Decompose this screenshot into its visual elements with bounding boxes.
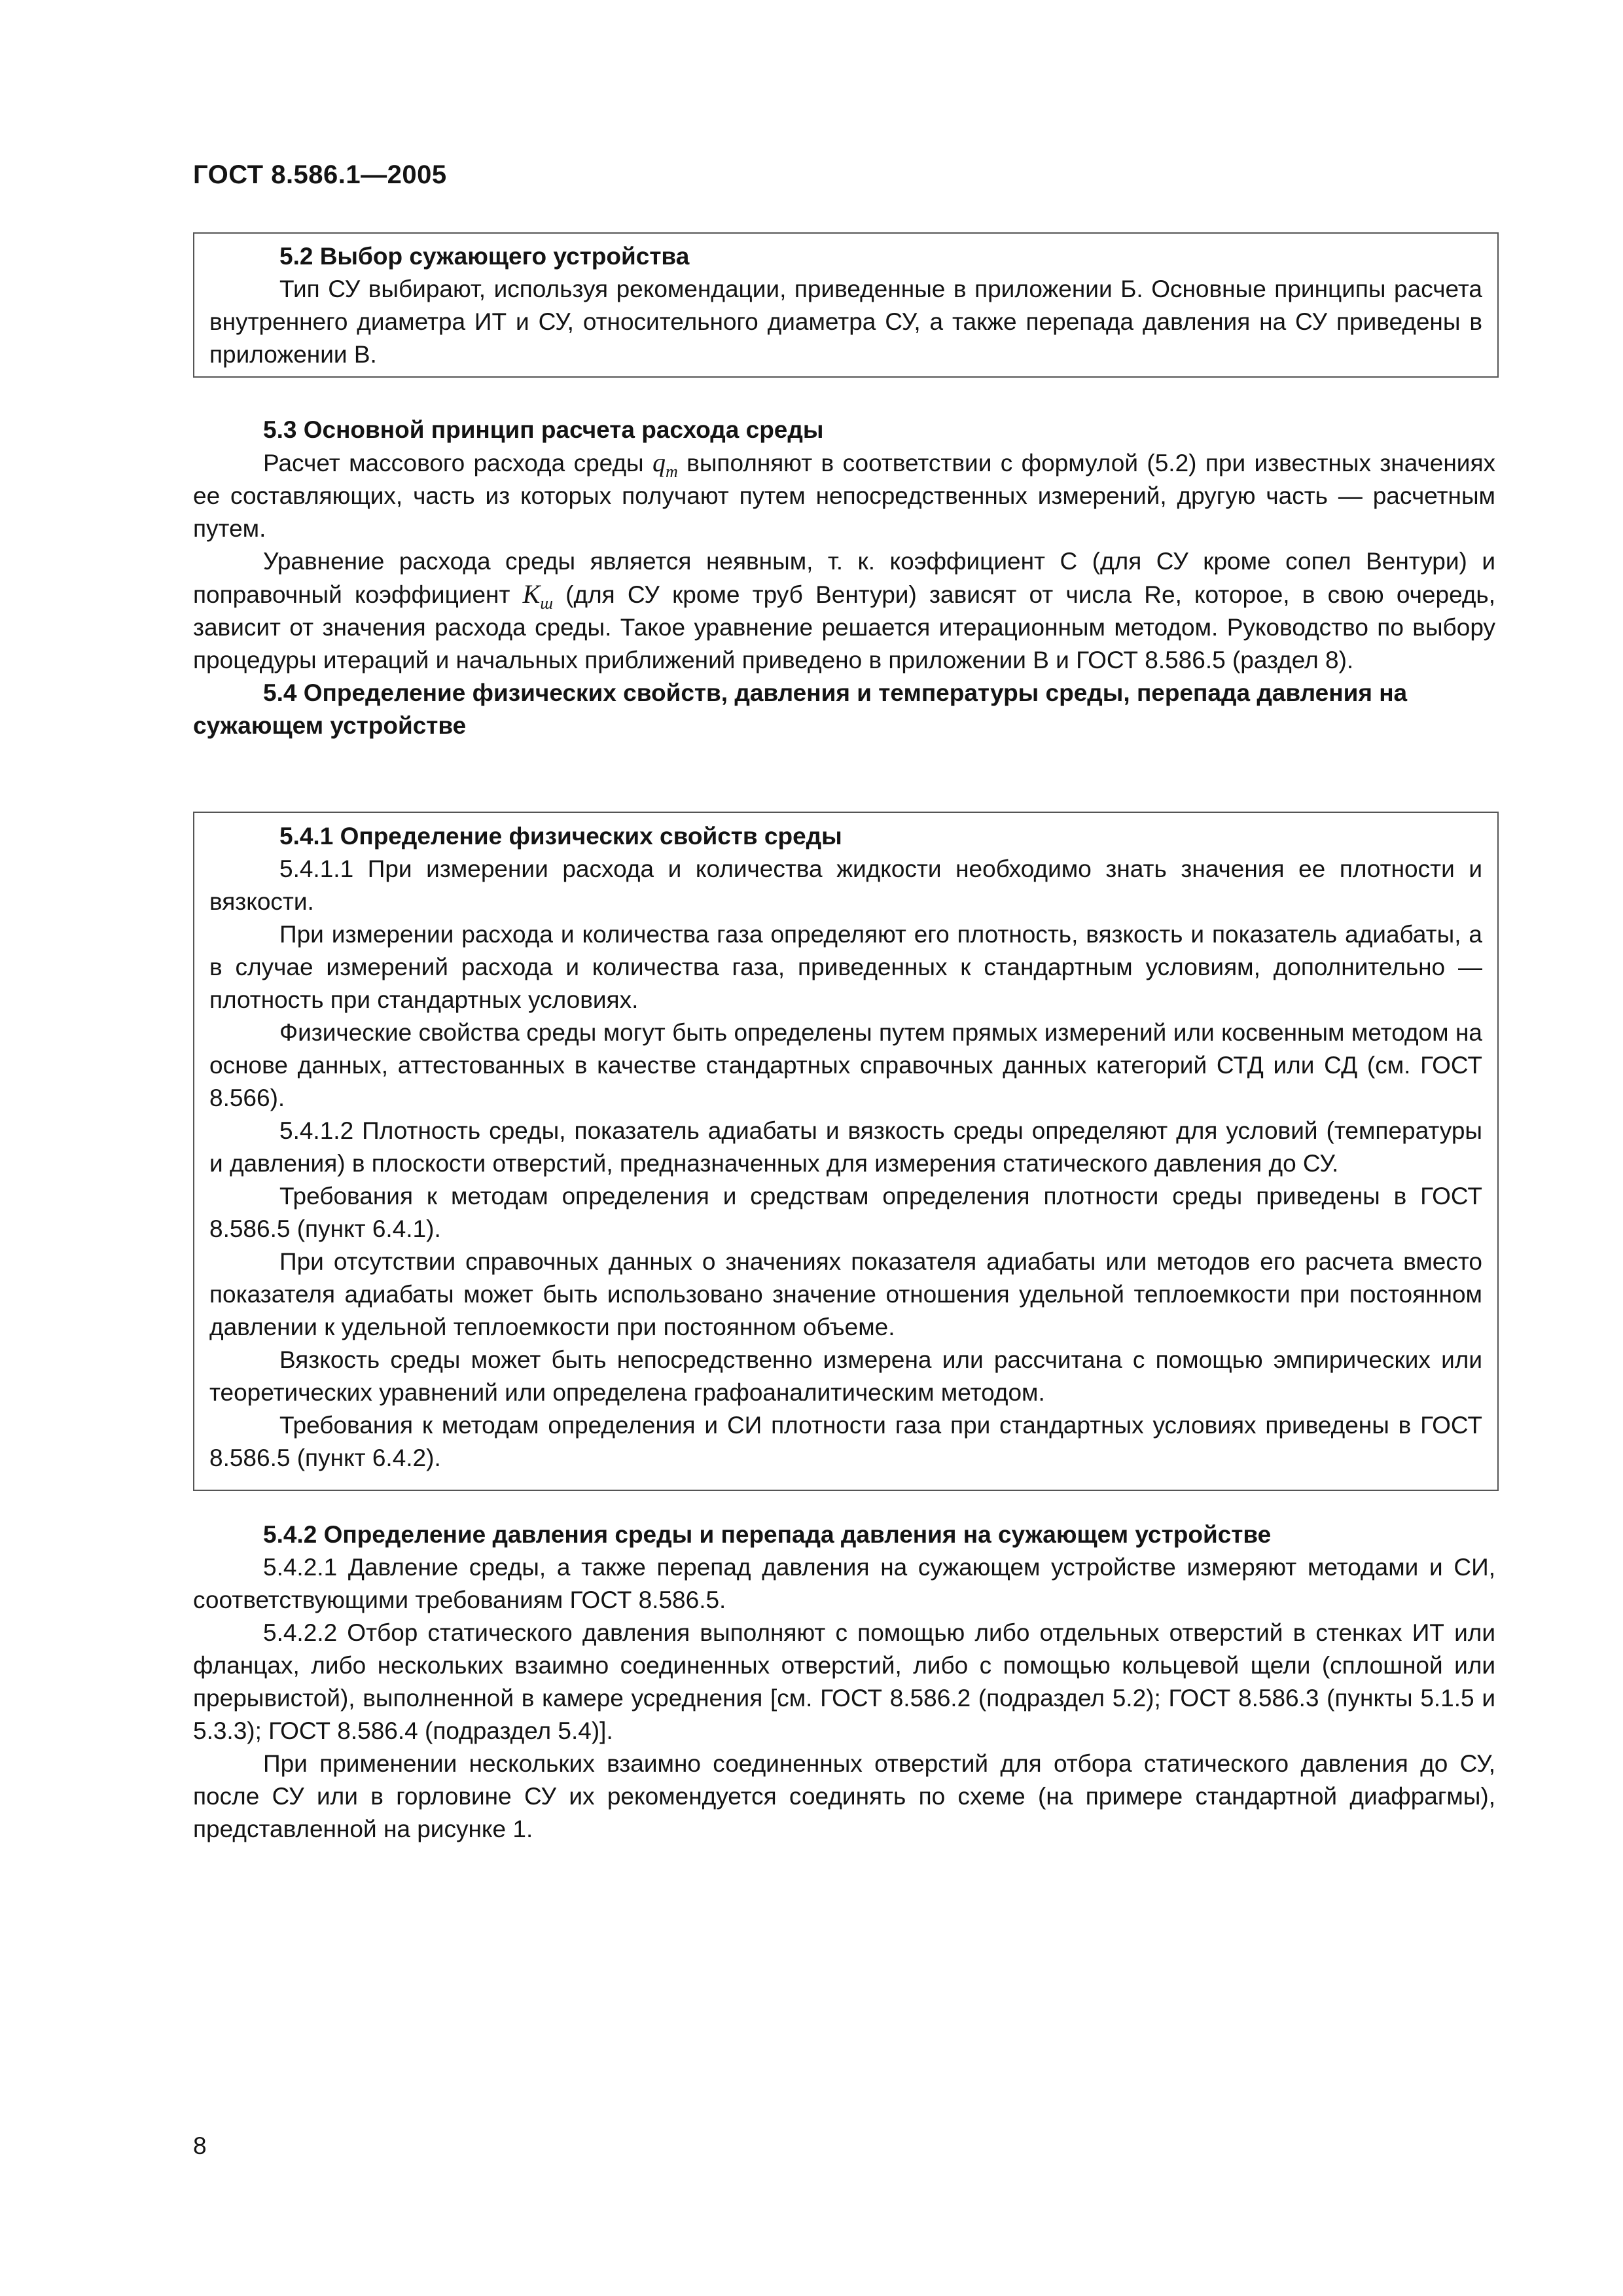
section-heading-5-3: 5.3 Основной принцип расчета расхода среды [263,416,824,443]
section-heading-5-4-2: 5.4.2 Определение давления среды и перепада давления на сужающем устройстве [263,1521,1272,1548]
section-paragraph: 5.4.1.1 При измерении расхода и количества жидкости необходимо знать значения ее плотности и вязкости. [209,855,1482,915]
paragraph-text: Расчет массового расхода среды [263,450,653,476]
section-paragraph: 5.4.2.2 Отбор статического давления выполняют с помощью либо отдельных отверстий в стенках ИТ или фланцах, либо нескольких взаимно соединенных отверстий, либо с помощью кольцевой щели (сплошной или прерывистой), выполненной в камере усреднения [см. ГОСТ 8.586.2 (подраздел 5.2); ГОСТ 8.586.3 (пункты 5.1.5 и 5.3.3); ГОСТ 8.586.4 (подраздел 5.4)]. [193,1619,1495,1744]
section-paragraph: Вязкость среды может быть непосредственно измерена или рассчитана с помощью эмпирических или теоретических уравнений или определена графоаналитическим методом. [209,1346,1482,1406]
symbol-subscript: ш [540,594,553,613]
symbol-letter: q [652,448,666,477]
section-5-3 [193,414,1495,742]
section-paragraph: Требования к методам определения и СИ плотности газа при стандартных условиях приведены в ГОСТ 8.586.5 (пункт 6.4.2). [209,1412,1482,1471]
paragraph-text: (для СУ кроме труб Вентури) зависят от числа Re, которое, в свою очередь, зависит от значения расхода среды. Такое уравнение решается итерационным методом. Руководство по выбору процедуры итераций и начальных приближений приведено в приложении В и ГОСТ 8.586.5 (раздел 8). [193,581,1495,673]
section-5-4-2 [193,1518,1495,1846]
section-heading-5-2: 5.2 Выбор сужающего устройства [279,243,690,270]
paragraph-text: выполняют в соответствии с формулой (5.2) при известных значениях ее составляющих, часть из которых получают путем непосредственных измерений, другую часть — расчетным путем. [193,450,1495,542]
section-paragraph: При отсутствии справочных данных о значениях показателя адиабаты или методов его расчета вместо показателя адиабаты может быть использовано значение отношения удельной теплоемкости при постоянном давлении к удельной теплоемкости при постоянном объеме. [209,1248,1482,1340]
section-paragraph: Требования к методам определения и средствам определения плотности среды приведены в ГОСТ 8.586.5 (пункт 6.4.1). [209,1183,1482,1242]
section-paragraph: 5.4.2.1 Давление среды, а также перепад давления на сужающем устройстве измеряют методами и СИ, соответствующими требованиям ГОСТ 8.586.5. [193,1554,1495,1613]
section-paragraph: 5.4.1.2 Плотность среды, показатель адиабаты и вязкость среды определяют для условий (температуры и давления) в плоскости отверстий, предназначенных для измерения статического давления до СУ. [209,1117,1482,1177]
section-heading-5-4: 5.4 Определение физических свойств, давления и температуры среды, перепада давления на сужающем устройстве [193,679,1408,739]
section-5-2 [209,240,1482,371]
correction-coefficient-symbol [522,579,553,613]
symbol-letter: K [522,579,541,609]
section-paragraph [193,545,1495,677]
page-number: 8 [193,2132,207,2159]
paragraph-text: Уравнение расхода среды является неявным, т. к. коэффициент С (для СУ кроме сопел Вентури) и поправочный коэффициент [193,548,1495,608]
section-paragraph: Физические свойства среды могут быть определены путем прямых измерений или косвенным методом на основе данных, аттестованных в качестве стандартных справочных данных категорий СТД или СД (см. ГОСТ 8.566). [209,1019,1482,1111]
mass-flow-symbol [652,448,678,481]
section-heading-5-4-1: 5.4.1 Определение физических свойств среды [279,823,842,850]
section-paragraph: Тип СУ выбирают, используя рекомендации, приведенные в приложении Б. Основные принципы расчета внутреннего диаметра ИТ и СУ, относительного диаметра СУ, а также перепада давления на СУ приведены в приложении В. [209,276,1482,368]
document-header: ГОСТ 8.586.1—2005 [193,160,447,189]
symbol-subscript: m [666,462,678,481]
section-paragraph [193,446,1495,545]
section-paragraph: При измерении расхода и количества газа определяют его плотность, вязкость и показатель адиабаты, а в случае измерений расхода и количества газа, приведенных к стандартным условиям, дополнительно — плотность при стандартных условиях. [209,921,1482,1013]
section-paragraph: При применении нескольких взаимно соединенных отверстий для отбора статического давления до СУ, после СУ или в горловине СУ их рекомендуется соединять по схеме (на примере стандартной диафрагмы), представленной на рисунке 1. [193,1750,1495,1842]
section-5-4-1 [209,820,1482,1475]
